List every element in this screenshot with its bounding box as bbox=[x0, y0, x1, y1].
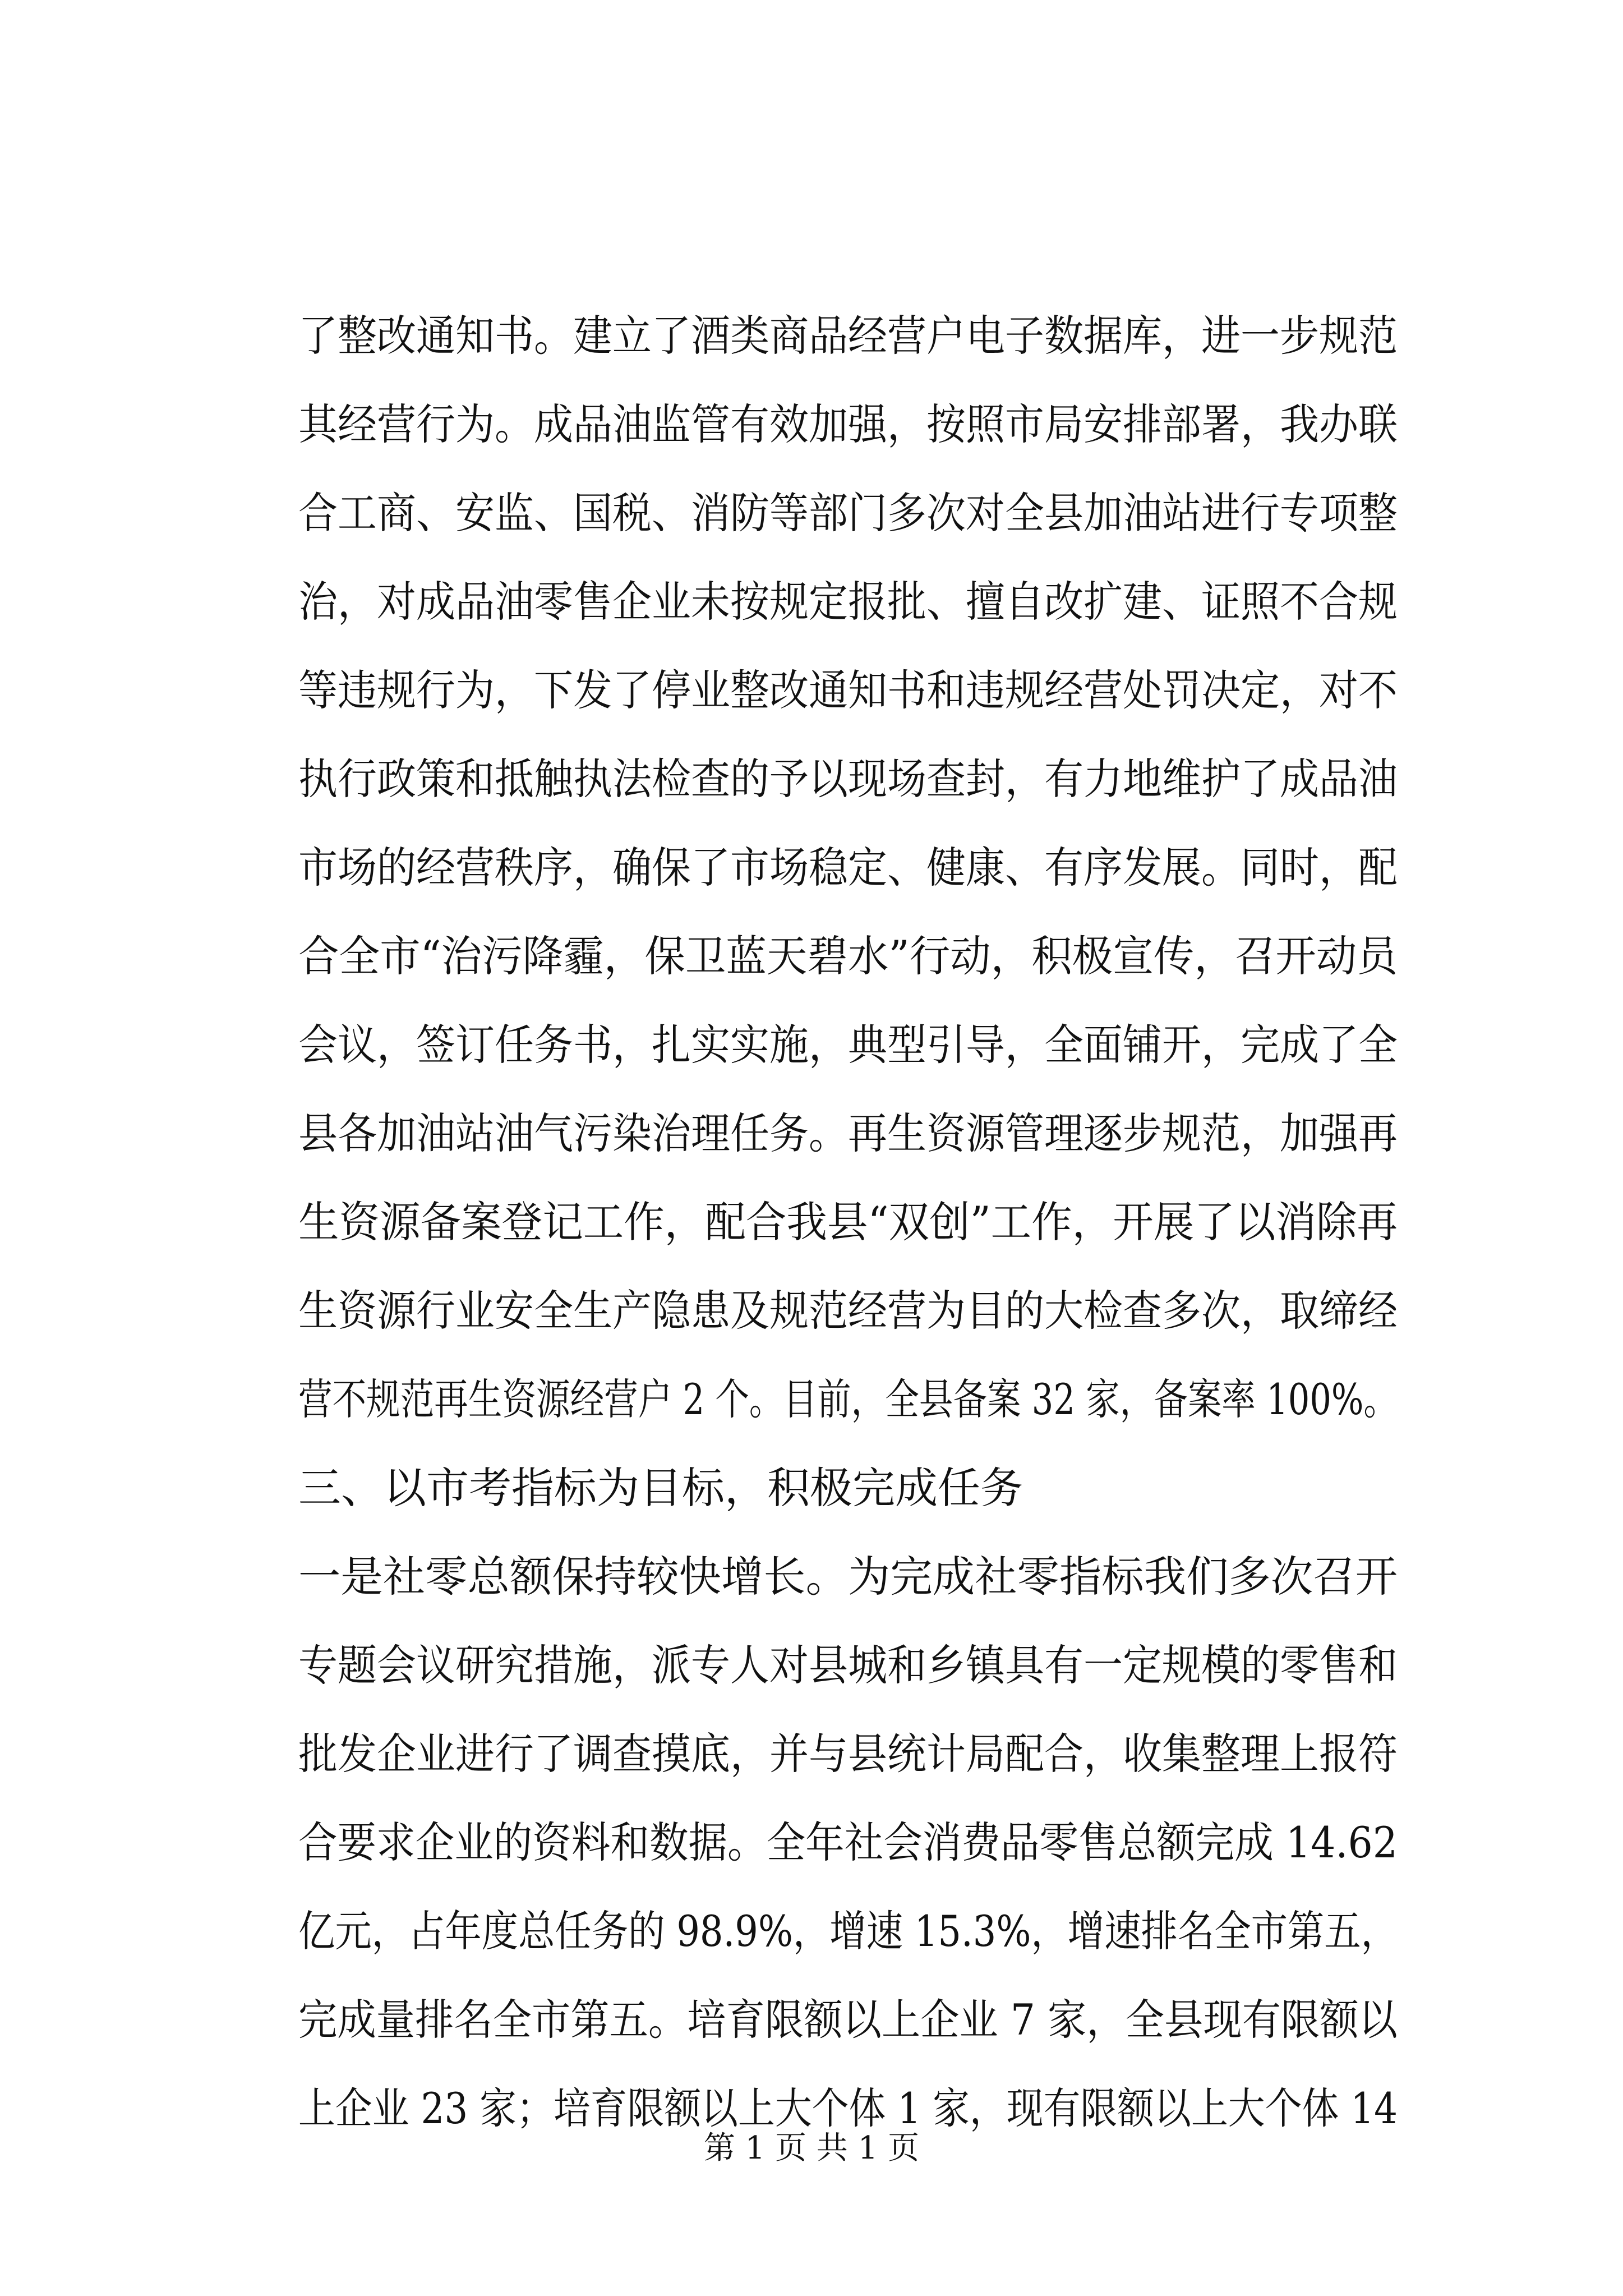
text-line bbox=[298, 1355, 1398, 1444]
text-line-content: 合全市“治污降霾，保卫蓝天碧水”行动，积极宣传，召开动员 bbox=[298, 931, 1398, 981]
text-line bbox=[298, 1621, 1398, 1710]
text-line bbox=[298, 558, 1398, 646]
text-line bbox=[298, 1267, 1398, 1355]
text-line-content: 营不规范再生资源经营户 2 个。目前，全县备案 32 家，备案率 100%。 bbox=[298, 1374, 1398, 1424]
text-line bbox=[298, 735, 1398, 823]
text-line bbox=[298, 1533, 1398, 1621]
text-line bbox=[298, 912, 1398, 1001]
text-line-content: 专题会议研究措施，派专人对县城和乡镇具有一定规模的零售和 bbox=[298, 1640, 1398, 1690]
text-line-content: 市场的经营秩序，确保了市场稳定、健康、有序发展。同时，配 bbox=[298, 843, 1398, 892]
text-line bbox=[298, 1001, 1398, 1089]
text-line-content: 生资源行业安全生产隐患及规范经营为目的大检查多次，取缔经 bbox=[298, 1286, 1398, 1336]
text-line bbox=[298, 1710, 1398, 1798]
text-line-content: 合要求企业的资料和数据。全年社会消费品零售总额完成 14.62 bbox=[298, 1818, 1398, 1867]
text-line-content: 批发企业进行了调查摸底，并与县统计局配合，收集整理上报符 bbox=[298, 1729, 1398, 1779]
text-line-content: 合工商、安监、国税、消防等部门多次对全县加油站进行专项整 bbox=[298, 488, 1398, 538]
text-line-content: 县各加油站油气污染治理任务。再生资源管理逐步规范，加强再 bbox=[298, 1108, 1398, 1158]
text-line-content: 生资源备案登记工作，配合我县“双创”工作，开展了以消除再 bbox=[298, 1197, 1398, 1247]
text-line bbox=[298, 380, 1398, 469]
text-line-content: 一是社零总额保持较快增长。为完成社零指标我们多次召开 bbox=[298, 1552, 1398, 1602]
text-line-content: 会议，签订任务书，扎实实施，典型引导，全面铺开，完成了全 bbox=[298, 1020, 1398, 1070]
text-line-content: 三、以市考指标为目标，积极完成任务 bbox=[298, 1463, 1023, 1513]
text-line-content: 亿元，占年度总任务的 98.9%，增速 15.3%，增速排名全市第五， bbox=[298, 1906, 1398, 1956]
text-line bbox=[298, 1976, 1398, 2064]
text-line bbox=[298, 1887, 1398, 1976]
text-line-content: 其经营行为。成品油监管有效加强，按照市局安排部署，我办联 bbox=[298, 399, 1398, 449]
text-line bbox=[298, 646, 1398, 735]
text-line bbox=[298, 1444, 1398, 1533]
text-line bbox=[298, 1089, 1398, 1178]
body-text bbox=[298, 292, 1398, 2153]
text-line bbox=[298, 469, 1398, 558]
text-line bbox=[298, 1178, 1398, 1267]
text-line bbox=[298, 823, 1398, 912]
text-line-content: 了整改通知书。建立了酒类商品经营户电子数据库，进一步规范 bbox=[298, 311, 1398, 361]
text-line-content: 完成量排名全市第五。培育限额以上企业 7 家，全县现有限额以 bbox=[298, 1995, 1398, 2045]
text-line bbox=[298, 292, 1398, 380]
text-line-content: 执行政策和抵触执法检查的予以现场查封，有力地维护了成品油 bbox=[298, 754, 1398, 804]
page-footer: 第 1 页 共 1 页 bbox=[703, 2130, 920, 2166]
text-line-content: 等违规行为，下发了停业整改通知书和违规经营处罚决定，对不 bbox=[298, 665, 1398, 715]
text-line bbox=[298, 1798, 1398, 1887]
text-line-content: 上企业 23 家；培育限额以上大个体 1 家，现有限额以上大个体 14 bbox=[298, 2083, 1398, 2133]
text-line-content: 治，对成品油零售企业未按规定报批、擅自改扩建、证照不合规 bbox=[298, 577, 1398, 627]
